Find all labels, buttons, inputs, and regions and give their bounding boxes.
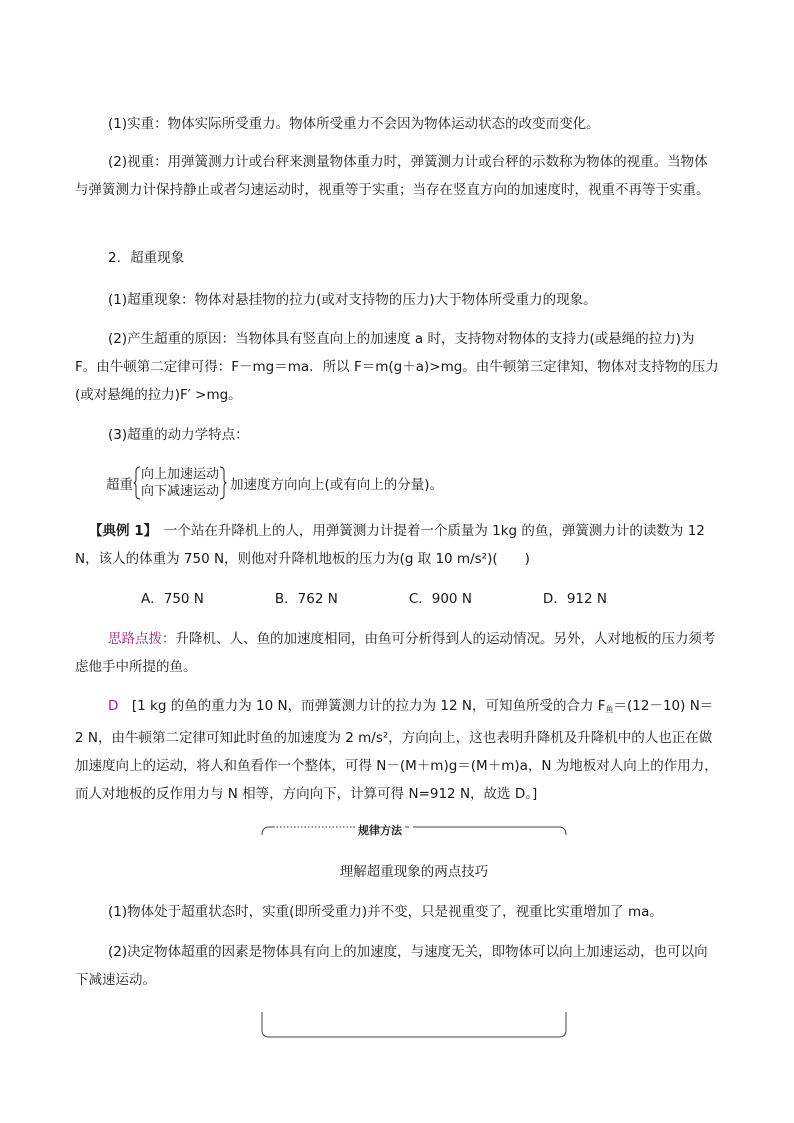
brace-case-accelerate-up: 向上加速运动 <box>141 467 220 482</box>
left-brace-icon <box>133 466 141 500</box>
method-box-bottom-border <box>261 1012 567 1038</box>
paragraph-dynamic-features: (3)超重的动力学特点： <box>108 427 249 443</box>
answer-part2: ＝(12－10) N＝2 N，由牛顿第二定律可知此时鱼的加速度为 2 m/s²，方向向上，这也表明升降机及升降机中的人也正在做加速度向上的运动，将人和鱼看作一个整体，可得 N－(M＋m)g＝(M＋m)a，N 为地板对人向上的作用力，而人对地板的反作用力与 N 相等，方向向下，计算可得 N=912 N，故选 D。] <box>75 698 718 802</box>
option-a: A．750 N <box>141 591 204 607</box>
answer-part1: [1 kg 的鱼的重力为 10 N，而弹簧测力计的拉力为 12 N，可知鱼所受的合力 F <box>131 698 606 714</box>
hint-text: 升降机、人、鱼的加速度相同，由鱼可分析得到人的运动情况。另外，人对地板的压力须考虑他手中所提的鱼。 <box>75 631 716 675</box>
example-options <box>75 585 720 613</box>
brace-case-decelerate-down: 向下减速运动 <box>141 484 220 499</box>
method-box-title: 规律方法 <box>355 822 405 838</box>
paragraph-apparent-weight: (2)视重：用弹簧测力计或台秤来测量物体重力时，弹簧测力计或台秤的示数称为物体的视重。当物体与弹簧测力计保持静止或者匀速运动时，视重等于实重；当存在竖直方向的加速度时，视重不再等于实重。 <box>75 154 710 198</box>
method-box-top-border <box>261 822 567 836</box>
right-brace-icon <box>219 466 227 500</box>
option-d: D．912 N <box>542 591 607 607</box>
paragraph-overweight-cause: (2)产生超重的原因：当物体具有竖直向上的加速度 a 时，支持物对物体的支持力(或悬绳的拉力)为 F。由牛顿第二定律可得：F－mg＝ma．所以 F＝m(g＋a)>mg。由牛顿第三定律知，物体对支持物的压力(或对悬绳的拉力)F′ >mg。 <box>75 331 719 403</box>
method-item-2: (2)决定物体超重的因素是物体具有向上的加速度，与速度无关，即物体可以向上加速运动，也可以向下减速运动。 <box>75 944 708 988</box>
example-1-question <box>75 517 720 573</box>
section-heading-overweight: 2．超重现象 <box>108 250 185 266</box>
method-box-heading: 理解超重现象的两点技巧 <box>339 864 489 880</box>
answer-explanation <box>75 692 720 808</box>
answer-letter: D <box>108 698 119 714</box>
example-text: 一个站在升降机上的人，用弹簧测力计提着一个质量为 1kg 的鱼，弹簧测力计的读数为 12 N，该人的体重为 750 N，则他对升降机地板的压力为(g 取 10 m/s²)( ) <box>75 523 705 567</box>
overweight-brace-formula <box>106 466 443 500</box>
option-c: C．900 N <box>408 591 472 607</box>
answer-subscript: 鱼 <box>605 705 614 714</box>
paragraph-real-weight: (1)实重：物体实际所受重力。物体所受重力不会因为物体运动状态的改变而变化。 <box>108 116 600 132</box>
brace-cases <box>141 466 219 500</box>
brace-left-label: 超重 <box>106 477 133 493</box>
hint-label: 思路点拨： <box>108 631 176 647</box>
paragraph-overweight-definition: (1)超重现象：物体对悬挂物的拉力(或对支持物的压力)大于物体所受重力的现象。 <box>108 292 597 308</box>
example-label: 【典例 1】 <box>89 523 151 539</box>
thinking-hint <box>75 625 720 681</box>
option-b: B．762 N <box>274 591 338 607</box>
method-item-1: (1)物体处于超重状态时，实重(即所受重力)并不变，只是视重变了，视重比实重增加了 ma。 <box>108 904 663 920</box>
brace-conclusion: 加速度方向向上(或有向上的分量)。 <box>230 477 444 493</box>
